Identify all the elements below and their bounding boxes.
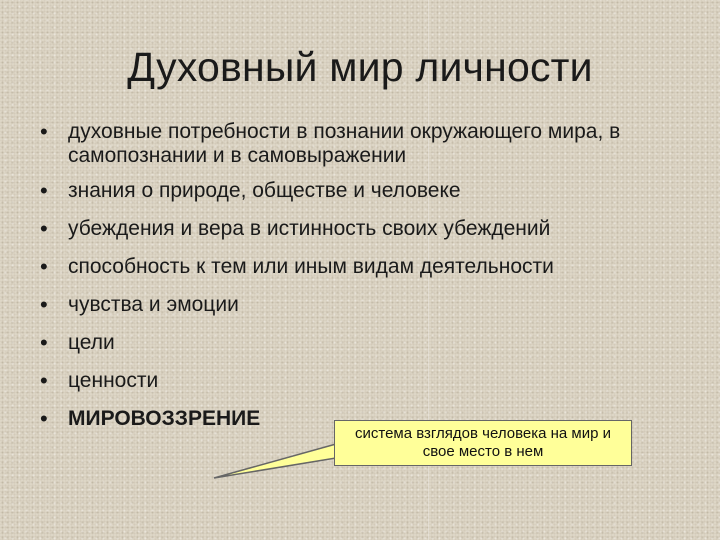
bullet-dot-icon: • [40,406,48,431]
slide-title: Духовный мир личности [127,44,593,90]
bullet-item [38,293,688,317]
bullet-text: духовные потребности в познании окружающего мира, в самопознании и в самовыражении [68,120,621,167]
bullet-dot-icon: • [40,368,48,393]
bullet-text: знания о природе, обществе и человеке [68,179,461,202]
bullet-item [38,255,688,279]
bullet-dot-icon: • [40,254,48,279]
callout-text: система взглядов человека на мир и свое место в нем [354,425,611,460]
bullet-dot-icon: • [40,119,48,144]
bullet-item [38,369,688,393]
bullet-dot-icon: • [40,178,48,203]
bullet-dot-icon: • [40,292,48,317]
bullet-item [38,331,688,355]
bullet-dot-icon: • [40,216,48,241]
bullet-text-emphasized: МИРОВОЗЗРЕНИЕ [68,407,261,430]
bullet-text: ценности [68,369,159,392]
bullet-text: убеждения и вера в истинность своих убеждений [68,217,551,240]
bullet-text: цели [68,331,115,354]
bullet-item [38,179,688,203]
bullet-item [38,217,688,241]
bullet-text: способность к тем или иным видам деятельности [68,255,554,278]
bullet-item [38,120,688,168]
bullet-text: чувства и эмоции [68,293,239,316]
bullet-list [38,120,688,445]
bullet-dot-icon: • [40,330,48,355]
callout-box [334,420,632,466]
